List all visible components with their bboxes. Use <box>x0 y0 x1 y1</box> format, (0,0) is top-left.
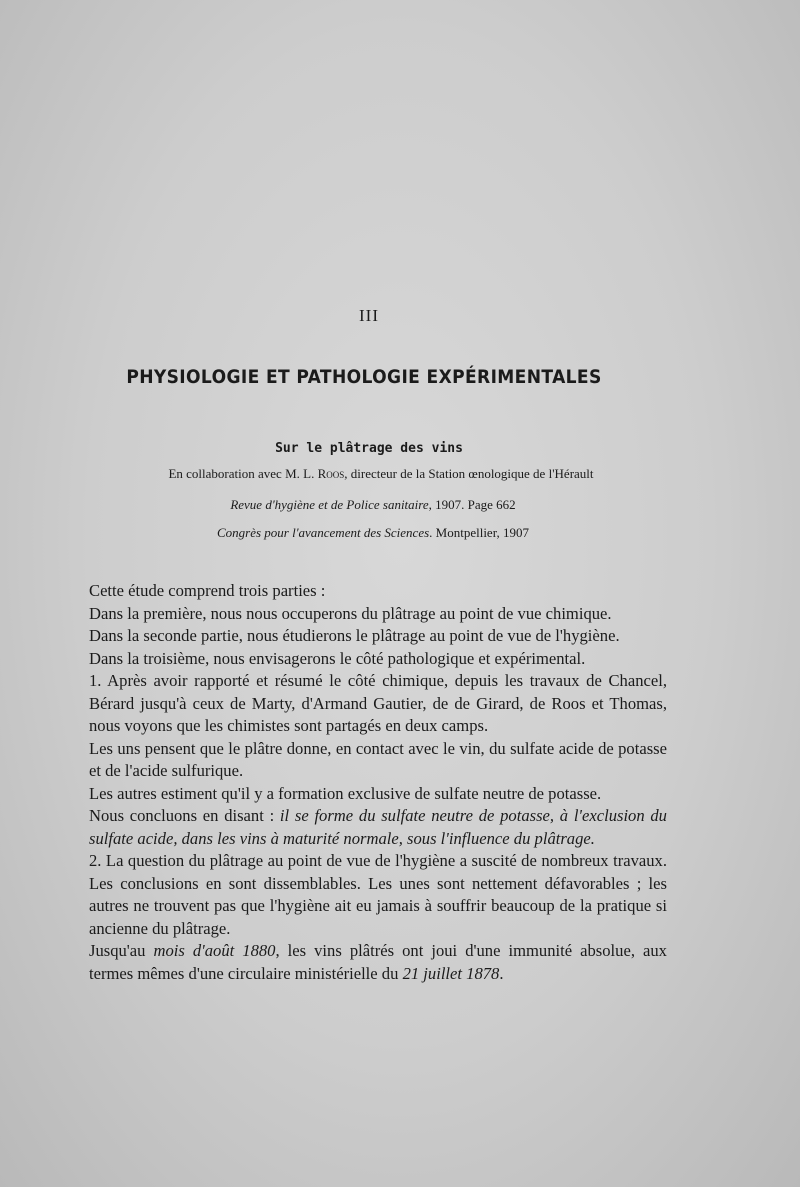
dates-text-c: , les vins plâtrés ont joui d'une immunité absolue, aux termes mêmes d'une circulaire ministérielle du <box>89 941 667 983</box>
date-july-1878: 21 juillet 1878 <box>402 963 500 983</box>
paragraph: Cette étude comprend trois parties : <box>89 581 326 600</box>
date-august-1880: mois d'août 1880 <box>153 941 276 960</box>
body-text <box>89 580 667 985</box>
section-title: PHYSIOLOGIE ET PATHOLOGIE EXPÉRIMENTALES <box>126 366 602 388</box>
congres-details: . Montpellier, 1907 <box>429 525 530 540</box>
revue-line <box>4 497 742 513</box>
paragraph: Dans la troisième, nous envisagerons le côté pathologique et expérimental. <box>89 648 586 668</box>
congres-name: Congrès pour l'avancement des Sciences <box>216 525 430 540</box>
dates-text-e: . <box>499 963 504 983</box>
conclusion-italic: il se forme du sulfate neutre de potasse, à l'exclusion du sulfate acide, dans les vins à maturité normale, sous l'influence du plâtrage. <box>89 806 667 848</box>
paragraph: Dans la seconde partie, nous étudierons le plâtrage au point de vue de l'hygiène. <box>89 626 620 645</box>
paragraph: 2. La question du plâtrage au point de vue de l'hygiène a suscité de nombreux travaux. Les conclusions en sont dissemblables. Les unes sont nettement défavorables ; les autres ne trouvent pas que l'hygiène ait eu jamais à souffrir beaucoup de la pratique si ancienne du plâtrage. <box>89 851 667 938</box>
journal-name: Revue d'hygiène et de Police sanitaire <box>230 497 429 512</box>
collaboration-line <box>12 466 750 482</box>
dates-text-a: Jusqu'au <box>89 941 154 960</box>
section-number: III <box>359 306 379 325</box>
paragraph: 1. Après avoir rapporté et résumé le côté chimique, depuis les travaux de Chancel, Bérard jusqu'à ceux de Marty, d'Armand Gautier, de de Girard, de Roos et Thomas, nous voyons que les chimistes sont partagés en deux camps. <box>89 671 667 735</box>
paragraph-conclusion <box>89 805 667 850</box>
paragraph: Dans la première, nous nous occuperons du plâtrage au point de vue chimique. <box>89 603 612 623</box>
paragraph: Les uns pensent que le plâtre donne, en contact avec le vin, du sulfate acide de potasse et de l'acide sulfurique. <box>89 738 667 780</box>
paragraph-dates <box>89 940 667 985</box>
conclusion-lead: Nous concluons en disant : <box>89 806 280 825</box>
article-title: Sur le plâtrage des vins <box>275 441 463 456</box>
paragraph: Les autres estiment qu'il y a formation exclusive de sulfate neutre de potasse. <box>89 783 602 803</box>
congres-line <box>4 525 742 541</box>
collaboration-suffix: , directeur de la Station œnologique de l'Hérault <box>344 466 594 481</box>
journal-details: , 1907. Page 662 <box>428 497 516 512</box>
collaborator-name: M. L. Roos <box>285 466 345 481</box>
collaboration-prefix: En collaboration avec <box>168 466 282 481</box>
